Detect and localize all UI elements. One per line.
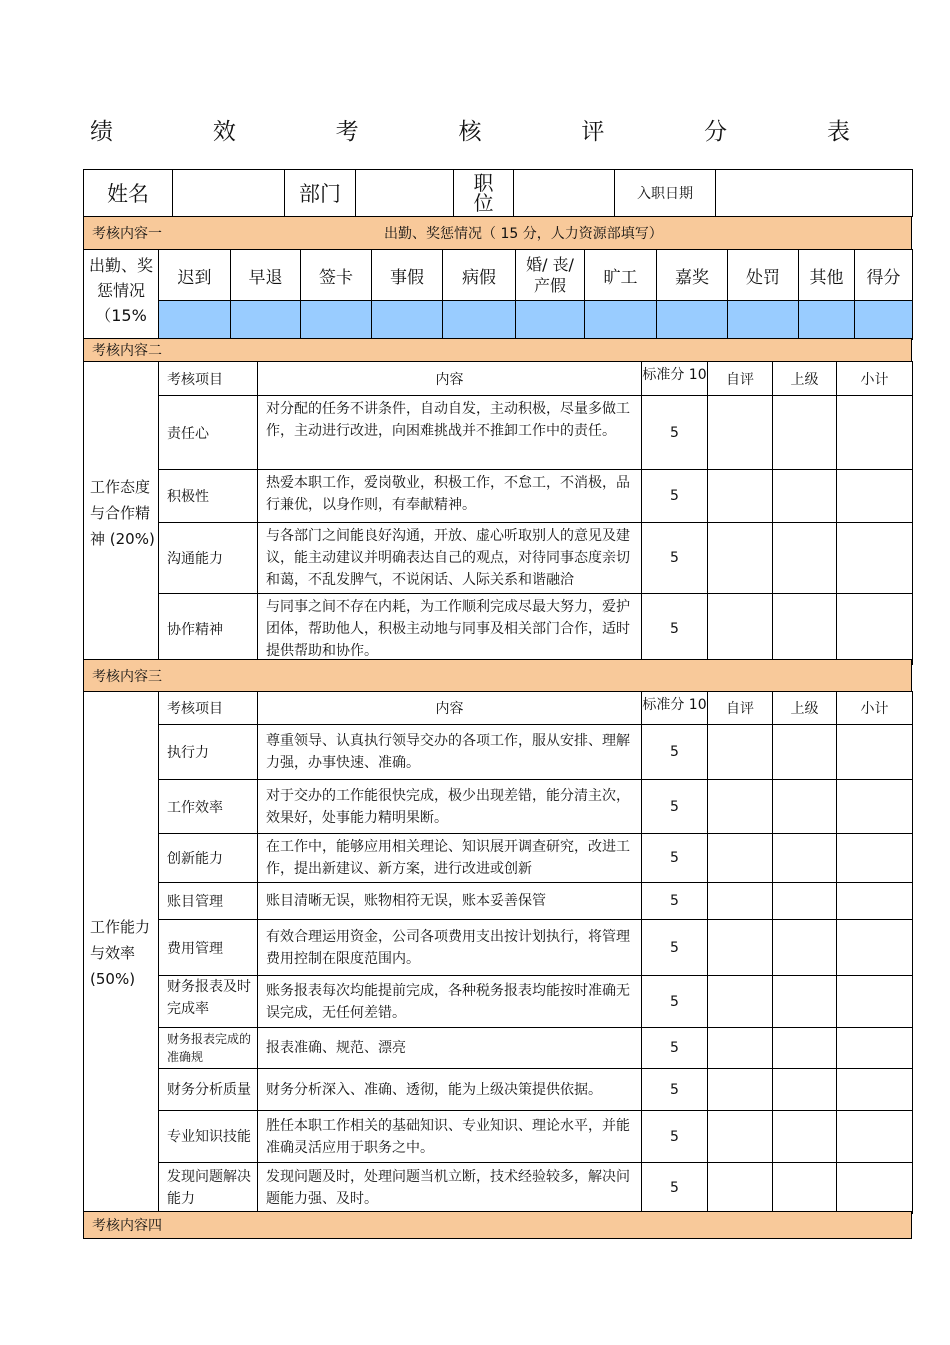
subtotal-cell[interactable]: [837, 725, 913, 780]
info-table: [83, 169, 913, 217]
header-self: 自评: [708, 362, 773, 396]
join-date-field[interactable]: [716, 170, 913, 217]
superior-eval-cell[interactable]: [773, 1111, 837, 1163]
subtotal-cell[interactable]: [837, 470, 913, 523]
col-early-leave: 早退: [231, 250, 301, 301]
header-superior: 上级: [773, 362, 837, 396]
section1-header: [83, 216, 912, 250]
attitude-table: [83, 361, 913, 665]
section4-header: [83, 1211, 912, 1239]
position-label: [454, 170, 514, 217]
subtotal-cell[interactable]: [837, 1069, 913, 1111]
form-title: [90, 113, 850, 149]
personal-leave-input[interactable]: [372, 301, 443, 340]
row-content: 热爱本职工作，爱岗敬业，积极工作，不怠工，不消极，品行兼优，以身作则，有奉献精神。: [258, 470, 642, 523]
name-label: 姓名: [84, 170, 173, 217]
ability-category: 工作能力与效率 (50%): [84, 692, 159, 1214]
row-content: 尊重领导、认真执行领导交办的各项工作，服从安排、理解力强，办事快速、准确。: [258, 725, 642, 780]
score-input[interactable]: [855, 301, 913, 340]
row-item: 创新能力: [159, 834, 258, 883]
self-eval-cell[interactable]: [708, 396, 773, 470]
col-absence: 旷工: [585, 250, 657, 301]
join-date-label: 入职日期: [615, 170, 716, 217]
row-standard: 5: [642, 780, 708, 834]
self-eval-cell[interactable]: [708, 470, 773, 523]
self-eval-cell[interactable]: [708, 523, 773, 594]
self-eval-cell[interactable]: [708, 780, 773, 834]
row-content: 与各部门之间能良好沟通，开放、虚心听取别人的意见及建议，能主动建议并明确表达自己的观点，对待同事态度亲切和蔼，不乱发脾气，不说闲话、人际关系和谐融洽: [258, 523, 642, 594]
row-standard: 5: [642, 470, 708, 523]
dept-label: 部门: [285, 170, 356, 217]
title-char: 核: [458, 119, 482, 145]
row-standard: 5: [642, 1028, 708, 1069]
penalty-input[interactable]: [728, 301, 799, 340]
row-item: 专业知识技能: [159, 1111, 258, 1163]
col-other: 其他: [799, 250, 855, 301]
superior-eval-cell[interactable]: [773, 976, 837, 1028]
self-eval-cell[interactable]: [708, 1111, 773, 1163]
self-eval-cell[interactable]: [708, 1028, 773, 1069]
row-item: 费用管理: [159, 920, 258, 976]
section2-header: [83, 338, 912, 362]
position-field[interactable]: [514, 170, 615, 217]
dept-field[interactable]: [356, 170, 454, 217]
superior-eval-cell[interactable]: [773, 470, 837, 523]
row-item: 积极性: [159, 470, 258, 523]
subtotal-cell[interactable]: [837, 920, 913, 976]
title-char: 分: [704, 119, 728, 145]
attendance-table: [83, 249, 913, 340]
header-content: 内容: [258, 362, 642, 396]
header-self: 自评: [708, 692, 773, 725]
row-content: 报表准确、规范、漂亮: [258, 1028, 642, 1069]
title-char: 绩: [90, 119, 113, 145]
subtotal-cell[interactable]: [837, 396, 913, 470]
ability-table: [83, 691, 913, 1214]
title-char: 效: [212, 119, 236, 145]
superior-eval-cell[interactable]: [773, 1163, 837, 1214]
section2-label: 考核内容二: [92, 343, 162, 359]
attitude-category: 工作态度与合作精神 (20%): [84, 362, 159, 665]
row-content: 在工作中，能够应用相关理论、知识展开调查研究，改进工作，提出新建议、新方案，进行改进或创新: [258, 834, 642, 883]
superior-eval-cell[interactable]: [773, 920, 837, 976]
row-standard: 5: [642, 834, 708, 883]
late-input[interactable]: [159, 301, 231, 340]
sign-card-input[interactable]: [301, 301, 372, 340]
row-standard: 5: [642, 523, 708, 594]
superior-eval-cell[interactable]: [773, 780, 837, 834]
row-standard: 5: [642, 396, 708, 470]
row-item: 财务报表完成的准确规: [159, 1028, 258, 1069]
subtotal-cell[interactable]: [837, 834, 913, 883]
row-item: 工作效率: [159, 780, 258, 834]
position-label-text: 职位: [473, 171, 494, 215]
superior-eval-cell[interactable]: [773, 1028, 837, 1069]
row-standard: 5: [642, 594, 708, 665]
row-content: 胜任本职工作相关的基础知识、专业知识、理论水平，并能准确灵活应用于职务之中。: [258, 1111, 642, 1163]
subtotal-cell[interactable]: [837, 780, 913, 834]
row-item: 财务报表及时完成率: [159, 976, 258, 1028]
superior-eval-cell[interactable]: [773, 883, 837, 920]
superior-eval-cell[interactable]: [773, 1069, 837, 1111]
sick-leave-input[interactable]: [443, 301, 516, 340]
self-eval-cell[interactable]: [708, 920, 773, 976]
header-content: 内容: [258, 692, 642, 725]
attendance-row-label: 出勤、奖惩情况（15%: [84, 250, 159, 340]
subtotal-cell[interactable]: [837, 883, 913, 920]
self-eval-cell[interactable]: [708, 1069, 773, 1111]
self-eval-cell[interactable]: [708, 594, 773, 665]
subtotal-cell[interactable]: [837, 594, 913, 665]
row-content: 与同事之间不存在内耗，为工作顺利完成尽最大努力，爱护团体，帮助他人，积极主动地与同事及相关部门合作，适时提供帮助和协作。: [258, 594, 642, 665]
subtotal-cell[interactable]: [837, 1163, 913, 1214]
self-eval-cell[interactable]: [708, 725, 773, 780]
row-item: 发现问题解决能力: [159, 1163, 258, 1214]
section1-label: 考核内容一: [92, 226, 162, 242]
self-eval-cell[interactable]: [708, 1163, 773, 1214]
commendation-input[interactable]: [657, 301, 728, 340]
superior-eval-cell[interactable]: [773, 725, 837, 780]
row-standard: 5: [642, 1069, 708, 1111]
subtotal-cell[interactable]: [837, 1028, 913, 1069]
superior-eval-cell[interactable]: [773, 834, 837, 883]
row-content: 账务报表每次均能提前完成，各种税务报表均能按时准确无误完成，无任何差错。: [258, 976, 642, 1028]
row-standard: 5: [642, 976, 708, 1028]
header-standard: 标准分 10: [642, 362, 708, 396]
header-subtotal: 小计: [837, 692, 913, 725]
row-item: 责任心: [159, 396, 258, 470]
row-content: 发现问题及时，处理问题当机立断，技术经验较多，解决问题能力强、及时。: [258, 1163, 642, 1214]
header-subtotal: 小计: [837, 362, 913, 396]
row-content: 账目清晰无误，账物相符无误，账本妥善保管: [258, 883, 642, 920]
row-content: 财务分析深入、准确、透彻，能为上级决策提供依据。: [258, 1069, 642, 1111]
name-field[interactable]: [173, 170, 285, 217]
row-standard: 5: [642, 725, 708, 780]
row-item: 执行力: [159, 725, 258, 780]
col-sign-card: 签卡: [301, 250, 372, 301]
col-commendation: 嘉奖: [657, 250, 728, 301]
subtotal-cell[interactable]: [837, 1111, 913, 1163]
section4-label: 考核内容四: [92, 1218, 162, 1234]
row-item: 协作精神: [159, 594, 258, 665]
subtotal-cell[interactable]: [837, 976, 913, 1028]
marriage-leave-input[interactable]: [516, 301, 585, 340]
early-leave-input[interactable]: [231, 301, 301, 340]
header-item: 考核项目: [159, 362, 258, 396]
col-penalty: 处罚: [728, 250, 799, 301]
header-superior: 上级: [773, 692, 837, 725]
header-item: 考核项目: [159, 692, 258, 725]
col-marriage-leave: 婚/ 丧/ 产假: [516, 250, 585, 301]
section3-label: 考核内容三: [92, 668, 162, 685]
self-eval-cell[interactable]: [708, 834, 773, 883]
absence-input[interactable]: [585, 301, 657, 340]
superior-eval-cell[interactable]: [773, 523, 837, 594]
title-char: 表: [826, 119, 850, 145]
self-eval-cell[interactable]: [708, 976, 773, 1028]
header-standard: 标准分 10: [642, 692, 708, 725]
superior-eval-cell[interactable]: [773, 396, 837, 470]
col-personal-leave: 事假: [372, 250, 443, 301]
row-standard: 5: [642, 1163, 708, 1214]
other-input[interactable]: [799, 301, 855, 340]
row-standard: 5: [642, 883, 708, 920]
row-standard: 5: [642, 920, 708, 976]
title-char: 考: [335, 119, 359, 145]
title-char: 评: [581, 119, 605, 145]
col-score: 得分: [855, 250, 913, 301]
row-item: 账目管理: [159, 883, 258, 920]
row-standard: 5: [642, 1111, 708, 1163]
col-sick-leave: 病假: [443, 250, 516, 301]
row-content: 对于交办的工作能很快完成，极少出现差错，能分清主次，效果好，处事能力精明果断。: [258, 780, 642, 834]
col-late: 迟到: [159, 250, 231, 301]
row-item: 沟通能力: [159, 523, 258, 594]
row-content: 对分配的任务不讲条件，自动自发，主动积极，尽量多做工作，主动进行改进，向困难挑战并不推卸工作中的责任。: [258, 396, 642, 470]
self-eval-cell[interactable]: [708, 883, 773, 920]
row-content: 有效合理运用资金，公司各项费用支出按计划执行，将管理费用控制在限度范围内。: [258, 920, 642, 976]
section3-header: [83, 659, 912, 692]
subtotal-cell[interactable]: [837, 523, 913, 594]
row-item: 财务分析质量: [159, 1069, 258, 1111]
superior-eval-cell[interactable]: [773, 594, 837, 665]
section1-desc: 出勤、奖惩情况（ 15 分，人力资源部填写）: [384, 226, 663, 242]
